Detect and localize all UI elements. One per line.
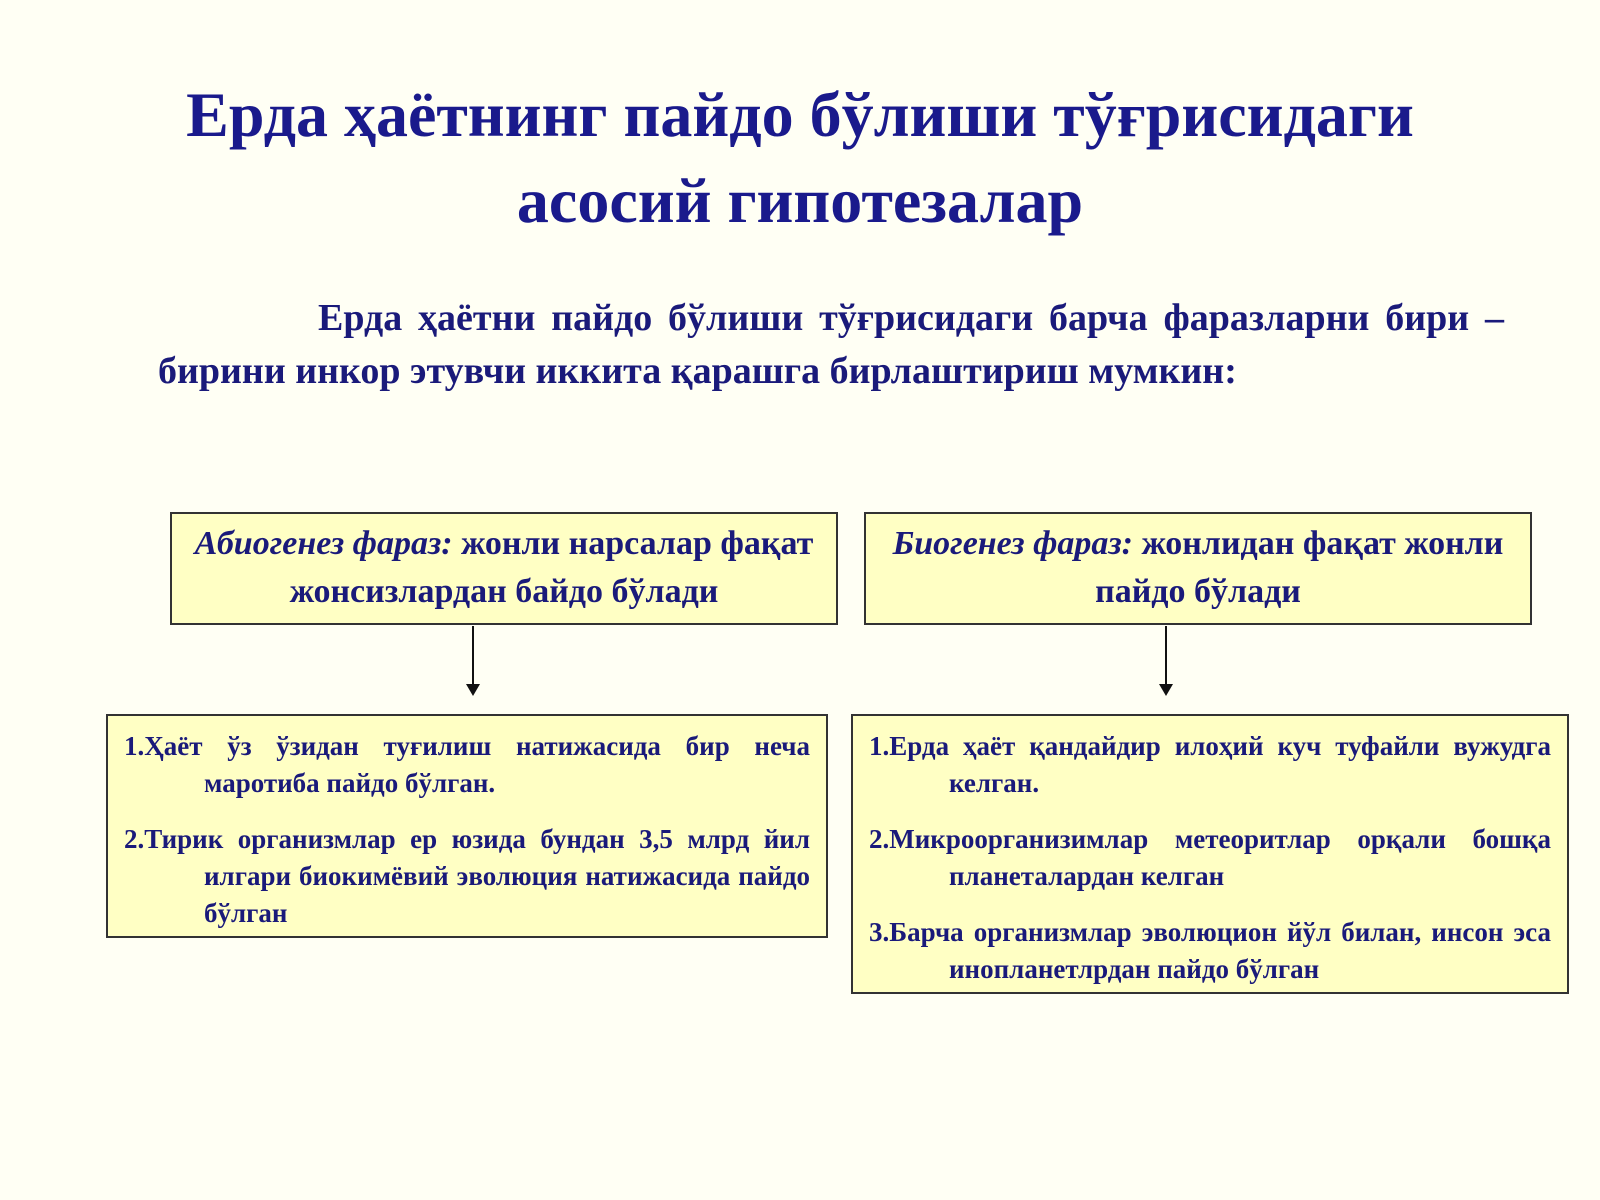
- slide-title-line-1: Ерда ҳаётнинг пайдо бўлиши тўғрисидаги: [186, 79, 1414, 150]
- biogenesis-item-3: 3.Барча организмлар эволюцион йўл билан, инсон эса инопланетлрдан пайдо бўлган: [869, 917, 1551, 984]
- abiogenesis-label: Абиогенез фараз:: [194, 525, 453, 562]
- biogenesis-item-2: 2.Микроорганизимлар метеоритлар орқали бошқа планеталардан келган: [869, 824, 1551, 891]
- biogenesis-item-1: 1.Ерда ҳаёт қандайдир илоҳий куч туфайли вужудга келган.: [869, 731, 1551, 798]
- abiogenesis-hypothesis-box: [170, 512, 838, 625]
- abiogenesis-text: жонли нарсалар фақат жонсизлардан байдо бўлади: [289, 525, 814, 610]
- intro-paragraph: Ерда ҳаётни пайдо бўлиши тўғрисидаги барча фаразларни бири – бирини инкор этувчи иккита қарашга бирлаштириш мумкин:: [158, 297, 1504, 392]
- slide-title-line-2: асосий гипотезалар: [516, 165, 1084, 236]
- biogenesis-arrow: [1165, 626, 1167, 686]
- biogenesis-hypothesis-box: [864, 512, 1532, 625]
- slide-title: [60, 72, 1540, 244]
- abiogenesis-details-box: [106, 714, 828, 938]
- abiogenesis-item-1: 1.Ҳаёт ўз ўзидан туғилиш натижасида бир неча маротиба пайдо бўлган.: [124, 731, 810, 798]
- abiogenesis-item-2: 2.Тирик организмлар ер юзида бундан 3,5 млрд йил илгари биокимёвий эволюция натижасида пайдо бўлган: [124, 824, 810, 928]
- biogenesis-label: Биогенез фараз:: [892, 525, 1133, 562]
- biogenesis-text: жонлидан фақат жонли пайдо бўлади: [1095, 525, 1504, 610]
- biogenesis-details-box: [851, 714, 1569, 994]
- abiogenesis-arrow: [472, 626, 474, 686]
